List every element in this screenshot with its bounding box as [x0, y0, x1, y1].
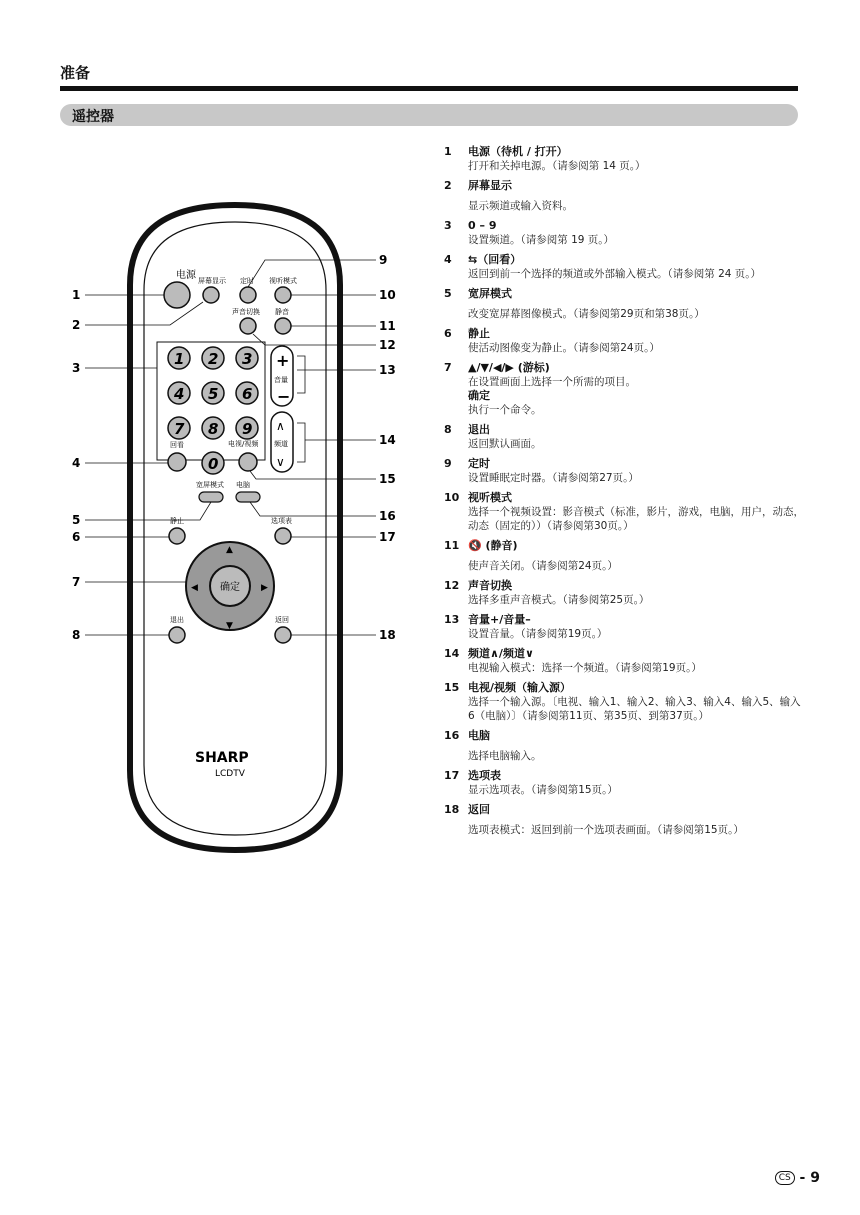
menu-button — [275, 528, 291, 544]
callout-number: 8 — [72, 628, 81, 642]
digit-label: 3 — [242, 350, 253, 368]
item-8 — [444, 423, 804, 451]
callout-number: 18 — [379, 628, 396, 642]
callout-number: 16 — [379, 509, 396, 523]
item-desc: 改变宽屏幕图像模式。（请参阅第29页和第38页。） — [468, 308, 705, 320]
item-1 — [444, 145, 804, 173]
callout-number: 10 — [379, 288, 396, 302]
item-number: 9 — [444, 457, 452, 470]
section-title: 准备 — [60, 64, 91, 82]
audio-label: 声音切换 — [232, 308, 260, 316]
item-number: 16 — [444, 729, 460, 742]
page-number: CS - 9 — [775, 1170, 820, 1186]
sleep-label: 定时 — [240, 277, 254, 285]
item-title: 退出 — [468, 423, 490, 436]
av-mode-label: 视听模式 — [269, 277, 297, 285]
digit-label: 5 — [208, 385, 219, 403]
item-13 — [444, 613, 804, 641]
brand-logo: SHARP — [195, 750, 249, 766]
item-title: 屏幕显示 — [468, 179, 512, 192]
callout-number: 15 — [379, 472, 396, 486]
digit-label: 0 — [208, 455, 219, 473]
dpad-down: ▼ — [226, 621, 233, 631]
item-number: 8 — [444, 423, 452, 436]
dpad-left: ◀ — [191, 583, 198, 593]
item-2 — [444, 179, 804, 213]
dpad-up: ▲ — [226, 545, 233, 555]
item-desc: 返回默认画面。 — [468, 438, 542, 450]
callout-number: 2 — [72, 318, 81, 332]
item-16 — [444, 729, 804, 763]
lang-badge: CS — [775, 1171, 795, 1185]
callout-number: 5 — [72, 513, 81, 527]
return-button — [275, 627, 291, 643]
item-number: 2 — [444, 179, 452, 192]
display-button — [203, 287, 219, 303]
callout-number: 4 — [72, 456, 81, 470]
callout-number: 14 — [379, 433, 396, 447]
item-number: 13 — [444, 613, 460, 626]
pc-button — [236, 492, 260, 502]
digit-label: 2 — [208, 350, 219, 368]
volume-plus: + — [276, 351, 290, 370]
enter-label: 确定 — [220, 582, 240, 593]
end-label: 退出 — [170, 616, 184, 624]
item-desc: 使声音关闭。（请参阅第24页。） — [468, 560, 618, 572]
flashback-label: 回看 — [170, 441, 184, 449]
item-title: 宽屏模式 — [468, 287, 512, 300]
item-title: 电视/视频（输入源） — [468, 681, 572, 694]
channel-down: ∨ — [276, 455, 285, 469]
item-desc: 选项表模式：返回到前一个选项表画面。（请参阅第15页。） — [468, 824, 744, 836]
av-mode-button — [275, 287, 291, 303]
item-title: 确定 — [468, 389, 490, 402]
item-desc: 显示频道或输入资料。 — [468, 200, 573, 212]
item-desc: 在设置画面上选择一个所需的项目。 — [468, 376, 636, 388]
wide-button — [199, 492, 223, 502]
callout-number: 3 — [72, 361, 81, 375]
callout-number: 9 — [379, 253, 388, 267]
item-title: ▲/▼/◀/▶ (游标) — [468, 361, 550, 374]
item-desc: 选择一个输入源。〔电视、输入1、输入2、输入3、输入4、输入5、输入6（电脑）〕（请参阅第11页、第35页、到第37页。） — [468, 696, 801, 722]
page-number-value: 9 — [810, 1170, 820, 1186]
item-5 — [444, 287, 804, 321]
item-10 — [444, 491, 804, 533]
item-title: ⇆（回看） — [468, 253, 522, 266]
power-button — [164, 282, 190, 308]
wide-label: 宽屏模式 — [196, 481, 224, 489]
item-title: 电源（待机 / 打开） — [468, 145, 568, 158]
callout-number: 17 — [379, 530, 396, 544]
item-title: 选项表 — [468, 769, 501, 782]
freeze-button — [169, 528, 185, 544]
item-15 — [444, 681, 804, 723]
item-desc: 设置频道。（请参阅第 19 页。） — [468, 234, 615, 246]
item-number: 11 — [444, 539, 460, 552]
item-title: 🔇 (静音) — [468, 539, 518, 552]
item-number: 15 — [444, 681, 460, 694]
item-desc: 显示选项表。（请参阅第15页。） — [468, 784, 618, 796]
item-number: 3 — [444, 219, 452, 232]
dpad-right: ▶ — [261, 583, 268, 593]
item-desc: 选择一个视频设置：影音模式（标准，影片，游戏，电脑，用户，动态，动态（固定的））（请参阅第30页。） — [468, 506, 804, 532]
mute-button — [275, 318, 291, 334]
item-desc: 执行一个命令。 — [468, 404, 542, 416]
callout-number: 12 — [379, 338, 396, 352]
tv-video-label: 电视/视频 — [228, 440, 259, 448]
item-title: 0 – 9 — [468, 219, 497, 232]
digit-label: 4 — [174, 385, 185, 403]
item-4 — [444, 253, 804, 281]
item-title: 电脑 — [468, 729, 490, 742]
item-17 — [444, 769, 804, 797]
freeze-label: 静止 — [170, 517, 184, 525]
tv-video-button — [239, 453, 257, 471]
item-number: 14 — [444, 647, 460, 660]
power-label: 电源 — [176, 270, 196, 281]
item-number: 10 — [444, 491, 460, 504]
item-6 — [444, 327, 804, 355]
digit-label: 8 — [208, 420, 219, 438]
callout-number: 11 — [379, 319, 396, 333]
item-desc: 设置睡眠定时器。（请参阅第27页。） — [468, 472, 639, 484]
digit-label: 9 — [242, 420, 253, 438]
item-desc: 选择电脑输入。 — [468, 750, 542, 762]
callout-number: 7 — [72, 575, 81, 589]
digit-label: 1 — [174, 350, 185, 368]
item-number: 18 — [444, 803, 460, 816]
callout-number: 1 — [72, 288, 81, 302]
item-desc: 返回到前一个选择的频道或外部输入模式。（请参阅第 24 页。） — [468, 268, 762, 280]
item-12 — [444, 579, 804, 607]
flashback-button — [168, 453, 186, 471]
return-label: 返回 — [275, 616, 289, 624]
volume-label: 音量 — [274, 376, 288, 384]
item-number: 4 — [444, 253, 452, 266]
channel-up: ∧ — [276, 419, 285, 433]
item-title: 声音切换 — [468, 579, 512, 592]
display-label: 屏幕显示 — [198, 277, 226, 285]
item-desc: 使活动图像变为静止。（请参阅第24页。） — [468, 342, 660, 354]
page-title: 遥控器 — [72, 109, 114, 125]
item-number: 17 — [444, 769, 460, 782]
item-title: 静止 — [468, 327, 490, 340]
item-desc: 打开和关掉电源。（请参阅第 14 页。） — [468, 160, 646, 172]
item-title: 定时 — [468, 457, 490, 470]
mute-label: 静音 — [275, 308, 289, 316]
item-title: 音量+/音量– — [468, 613, 531, 626]
item-number: 1 — [444, 145, 452, 158]
item-number: 12 — [444, 579, 460, 592]
title-bar — [60, 104, 798, 126]
item-14 — [444, 647, 804, 675]
item-list — [444, 145, 804, 843]
channel-label: 频道 — [274, 440, 288, 448]
end-button — [169, 627, 185, 643]
audio-button — [240, 318, 256, 334]
item-desc: 设置音量。（请参阅第19页。） — [468, 628, 608, 640]
item-number: 6 — [444, 327, 452, 340]
item-title: 视听模式 — [468, 491, 512, 504]
item-18 — [444, 803, 804, 837]
model-label: LCDTV — [215, 769, 245, 779]
item-desc: 选择多重声音模式。（请参阅第25页。） — [468, 594, 650, 606]
item-3 — [444, 219, 804, 247]
item-7 — [444, 361, 804, 417]
pc-label: 电脑 — [236, 481, 250, 489]
item-number: 5 — [444, 287, 452, 300]
digit-label: 6 — [242, 385, 253, 403]
digit-label: 7 — [174, 420, 185, 438]
item-desc: 电视输入模式：选择一个频道。（请参阅第19页。） — [468, 662, 702, 674]
sleep-button — [240, 287, 256, 303]
remote-diagram — [60, 140, 410, 860]
callout-number: 6 — [72, 530, 81, 544]
item-title: 频道∧/频道∨ — [468, 647, 534, 660]
header-rule — [60, 86, 798, 91]
volume-minus: − — [277, 387, 291, 406]
item-11 — [444, 539, 804, 573]
item-number: 7 — [444, 361, 452, 374]
item-title: 返回 — [468, 803, 490, 816]
callout-number: 13 — [379, 363, 396, 377]
item-9 — [444, 457, 804, 485]
menu-label: 选项表 — [271, 517, 292, 525]
